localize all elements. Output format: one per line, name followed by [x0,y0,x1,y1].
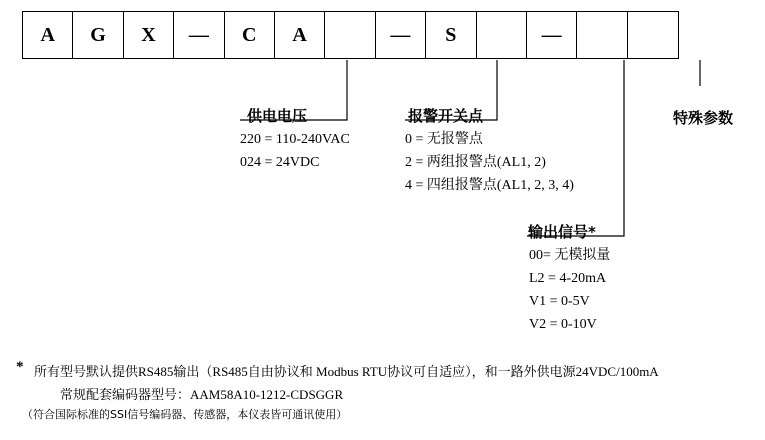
note-line-1: 所有型号默认提供RS485输出（RS485自由协议和 Modbus RTU协议可自适应），和一路外供电源24VDC/100mA [34,364,659,379]
code-cell: A [23,12,73,58]
code-cell: C [225,12,275,58]
alarm-option: 0 = 无报警点 [405,132,483,147]
note-line-2: 常规配套编码器型号：AAM58A10-1212-CDSGGR [60,387,344,402]
code-cell: X [124,12,174,58]
power-title: 供电电压 [247,107,308,125]
output-option: V2 = 0-10V [529,317,597,332]
alarm-option: 4 = 四组报警点(AL1, 2, 3, 4) [405,178,574,193]
alarm-option: 2 = 两组报警点(AL1, 2) [405,155,546,170]
output-option: V1 = 0-5V [529,294,590,309]
power-option: 220 = 110-240VAC [240,132,350,147]
power-option: 024 = 24VDC [240,155,320,170]
code-cell: — [174,12,224,58]
code-cell: S [426,12,476,58]
output-option: 00= 无模拟量 [529,248,611,263]
code-cell: G [73,12,123,58]
code-cell: — [376,12,426,58]
code-cell: — [527,12,577,58]
alarm-title: 报警开关点 [408,107,484,125]
note-star: * [16,359,24,375]
output-connector [527,60,624,236]
note-line-3: （符合国际标准的SSI信号编码器、传感器，本仪表皆可通讯使用） [22,408,348,421]
output-title: 输出信号* [528,223,596,241]
special-title: 特殊参数 [673,109,734,127]
output-option: L2 = 4-20mA [529,271,607,286]
code-cell: A [275,12,325,58]
